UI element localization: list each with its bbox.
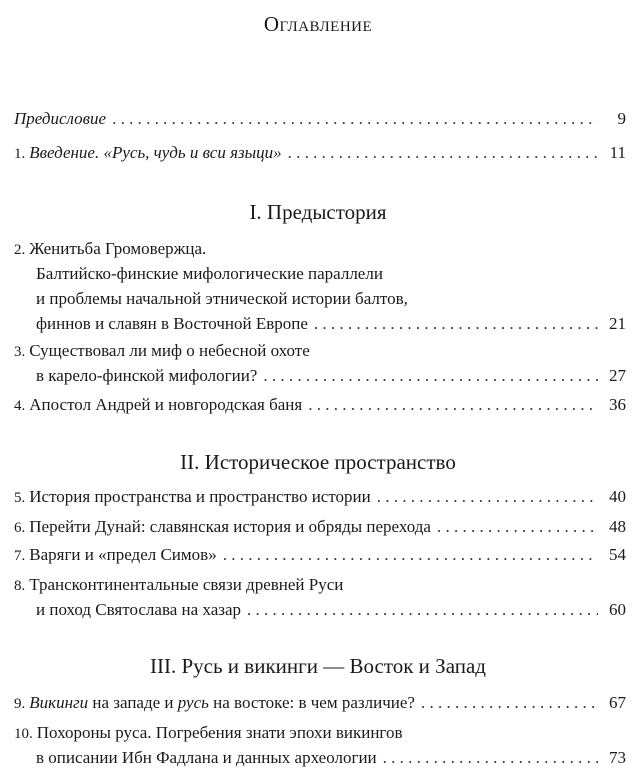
entry-title-line: Трансконтинентальные связи древней Руси: [29, 575, 344, 594]
entry-number: 9.: [14, 696, 26, 712]
page-number: 21: [609, 314, 626, 333]
toc-entry-4[interactable]: [14, 392, 626, 417]
entry-title-part: на востоке: в чем различие?: [208, 693, 415, 712]
entry-title: Апостол Андрей и новгородская баня: [29, 395, 303, 414]
toc-entry-6[interactable]: [14, 514, 626, 539]
page-number: 54: [609, 545, 626, 564]
page-number: 11: [609, 143, 626, 162]
toc-entry-2[interactable]: [14, 236, 626, 336]
toc-entry-7[interactable]: [14, 542, 626, 567]
entry-title-line: в описании Ибн Фадлана и данных археологии: [36, 748, 377, 767]
dot-leader: [112, 106, 598, 131]
section-heading-3: III. Русь и викинги — Восток и Запад: [150, 654, 486, 678]
entry-number: 6.: [14, 520, 26, 536]
entry-title: Перейти Дунай: славянская история и обряды перехода: [29, 517, 431, 536]
entry-title: Введение. «Русь, чудь и вси языци»: [29, 143, 282, 162]
page-number: 67: [609, 693, 626, 712]
entry-number: 2.: [14, 242, 26, 258]
page-number: 48: [609, 517, 626, 536]
entry-title-line: Женитьба Громовержца.: [29, 239, 207, 258]
dot-leader: [308, 392, 598, 417]
entry-title-part: Викинги: [29, 693, 89, 712]
page-number: 40: [609, 487, 626, 506]
page-number: 60: [609, 600, 626, 619]
page-number: 73: [609, 748, 626, 767]
toc-entry-3[interactable]: [14, 338, 626, 388]
dot-leader: [288, 140, 598, 165]
toc-entry-preface[interactable]: [14, 106, 626, 131]
entry-title: Предисловие: [14, 109, 107, 128]
entry-title-line: Существовал ли миф о небесной охоте: [29, 341, 310, 360]
page-number: 36: [609, 395, 626, 414]
entry-title-part: на западе и: [88, 693, 178, 712]
entry-title: Варяги и «предел Симов»: [29, 545, 217, 564]
entry-number: 3.: [14, 344, 26, 360]
entry-title-part: русь: [177, 693, 209, 712]
entry-title-line: и поход Святослава на хазар: [36, 600, 242, 619]
dot-leader: [314, 311, 598, 336]
dot-leader: [247, 597, 598, 622]
section-heading-2: II. Историческое пространство: [180, 450, 456, 474]
toc-entry-5[interactable]: [14, 484, 626, 509]
entry-title-line: и проблемы начальной этнической истории балтов,: [36, 289, 408, 308]
entry-number: 5.: [14, 490, 26, 506]
dot-leader: [437, 514, 598, 539]
dot-leader: [223, 542, 598, 567]
entry-number: 7.: [14, 548, 26, 564]
entry-title-line: финнов и славян в Восточной Европе: [36, 314, 308, 333]
dot-leader: [377, 484, 598, 509]
page-number: 27: [609, 366, 626, 385]
entry-number: 8.: [14, 578, 26, 594]
page-number: 9: [617, 109, 626, 128]
dot-leader: [383, 745, 598, 770]
toc-entry-9[interactable]: [14, 690, 626, 715]
dot-leader: [421, 690, 598, 715]
toc-entry-8[interactable]: [14, 572, 626, 622]
section-heading-1: I. Предыстория: [249, 200, 387, 224]
toc-entry-1[interactable]: [14, 140, 626, 165]
entry-title: История пространства и пространство истории: [29, 487, 371, 506]
entry-title-line: Балтийско-финские мифологические параллели: [36, 264, 383, 283]
entry-title-line: в карело-финской мифологии?: [36, 366, 258, 385]
entry-title-line: Похороны руса. Погребения знати эпохи викингов: [36, 723, 403, 742]
dot-leader: [263, 363, 598, 388]
entry-number: 4.: [14, 398, 26, 414]
page-title: Оглавление: [263, 12, 373, 36]
entry-number: 1.: [14, 146, 26, 162]
entry-number: 10.: [14, 726, 33, 742]
toc-entry-10[interactable]: [14, 720, 626, 770]
